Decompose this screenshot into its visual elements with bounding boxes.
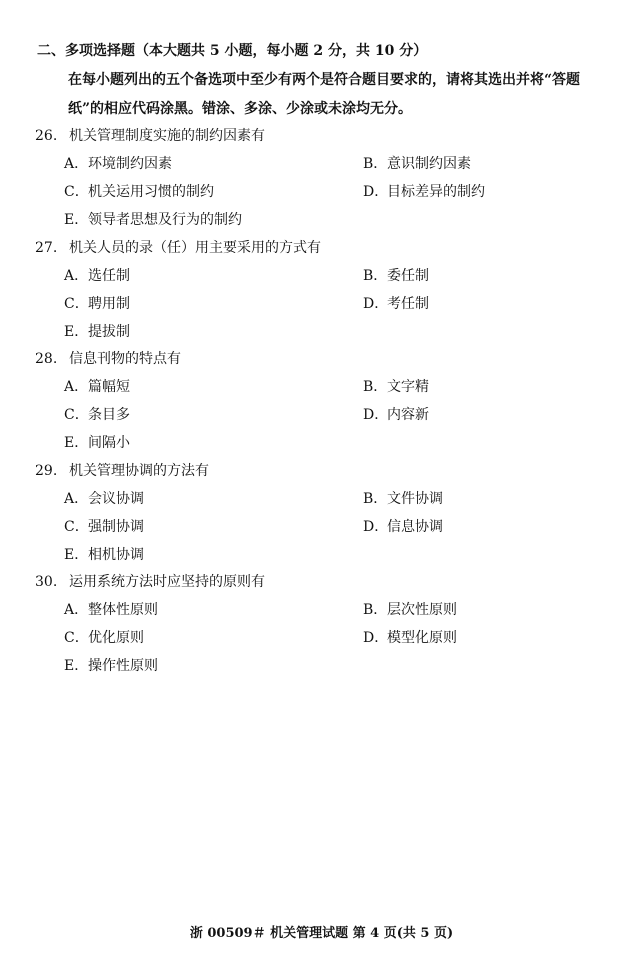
option-text: 间隔小 [88,435,130,451]
question-text: 机关管理协调的方法有 [69,463,209,479]
option-c [64,516,144,536]
option-letter: B． [363,379,388,395]
question-title [35,571,265,591]
option-c [64,404,130,424]
option-d [363,181,485,201]
option-letter: C． [64,630,89,646]
option-text: 意识制约因素 [387,156,471,172]
option-text: 内容新 [387,407,429,423]
question-text: 信息刊物的特点有 [69,351,181,367]
question-number: 29. [35,463,58,479]
question-title [35,460,209,480]
option-text: 相机协调 [88,547,144,563]
option-text: 聘用制 [88,296,130,312]
question-title [35,237,321,257]
option-text: 选任制 [88,268,130,284]
option-letter: C． [64,296,89,312]
option-e [64,209,242,229]
option-a [64,153,172,173]
option-b [363,265,429,285]
option-letter: C． [64,407,89,423]
option-text: 操作性原则 [88,658,158,674]
option-letter: A． [64,379,89,395]
option-letter: C． [64,184,89,200]
option-a [64,265,130,285]
option-text: 整体性原则 [88,602,158,618]
option-text: 考任制 [387,296,429,312]
option-a [64,599,158,619]
question-number: 26. [35,128,58,144]
option-b [363,488,443,508]
option-letter: C． [64,519,89,535]
option-letter: E． [64,212,89,228]
option-text: 目标差异的制约 [387,184,485,200]
option-text: 提拔制 [88,324,130,340]
option-a [64,376,130,396]
option-text: 层次性原则 [387,602,457,618]
question-text: 运用系统方法时应坚持的原则有 [69,574,265,590]
option-text: 机关运用习惯的制约 [88,184,214,200]
section-title: 二、多项选择题（本大题共 5 小题，每小题 2 分，共 10 分） [37,43,428,59]
option-b [363,153,471,173]
option-e [64,432,130,452]
option-text: 模型化原则 [387,630,457,646]
option-text: 会议协调 [88,491,144,507]
option-text: 文件协调 [387,491,443,507]
option-letter: E． [64,435,89,451]
option-d [363,404,429,424]
section-instruction-line-2: 纸”的相应代码涂黑。错涂、多涂、少涂或未涂均无分。 [68,101,413,117]
option-letter: D． [363,184,389,200]
option-text: 委任制 [387,268,429,284]
option-text: 强制协调 [88,519,144,535]
option-b [363,376,429,396]
section-instruction-line-1: 在每小题列出的五个备选项中至少有两个是符合题目要求的，请将其选出并将“答题 [68,72,581,88]
option-text: 领导者思想及行为的制约 [88,212,242,228]
question-number: 27. [35,240,58,256]
option-e [64,655,158,675]
option-letter: B． [363,602,388,618]
option-e [64,544,144,564]
option-letter: E． [64,324,89,340]
option-text: 条目多 [88,407,130,423]
option-d [363,627,457,647]
option-letter: E． [64,547,89,563]
option-c [64,627,144,647]
option-letter: D． [363,296,389,312]
option-letter: D． [363,630,389,646]
option-letter: B． [363,156,388,172]
option-c [64,293,130,313]
option-letter: B． [363,268,388,284]
page-footer: 浙 00509＃ 机关管理试题 第 4 页(共 5 页) [189,926,454,941]
option-text: 信息协调 [387,519,443,535]
question-title [35,348,181,368]
option-text: 文字精 [387,379,429,395]
question-number: 30. [35,574,58,590]
option-e [64,321,130,341]
option-a [64,488,144,508]
question-number: 28. [35,351,58,367]
option-letter: A． [64,156,89,172]
question-text: 机关人员的录（任）用主要采用的方式有 [69,240,321,256]
option-letter: B． [363,491,388,507]
option-letter: A． [64,268,89,284]
question-title [35,125,265,145]
option-text: 环境制约因素 [88,156,172,172]
option-b [363,599,457,619]
option-letter: A． [64,491,89,507]
option-letter: D． [363,407,389,423]
option-d [363,516,443,536]
option-letter: E． [64,658,89,674]
option-text: 优化原则 [88,630,144,646]
option-letter: D． [363,519,389,535]
question-text: 机关管理制度实施的制约因素有 [69,128,265,144]
option-d [363,293,429,313]
option-text: 篇幅短 [88,379,130,395]
option-c [64,181,214,201]
option-letter: A． [64,602,89,618]
